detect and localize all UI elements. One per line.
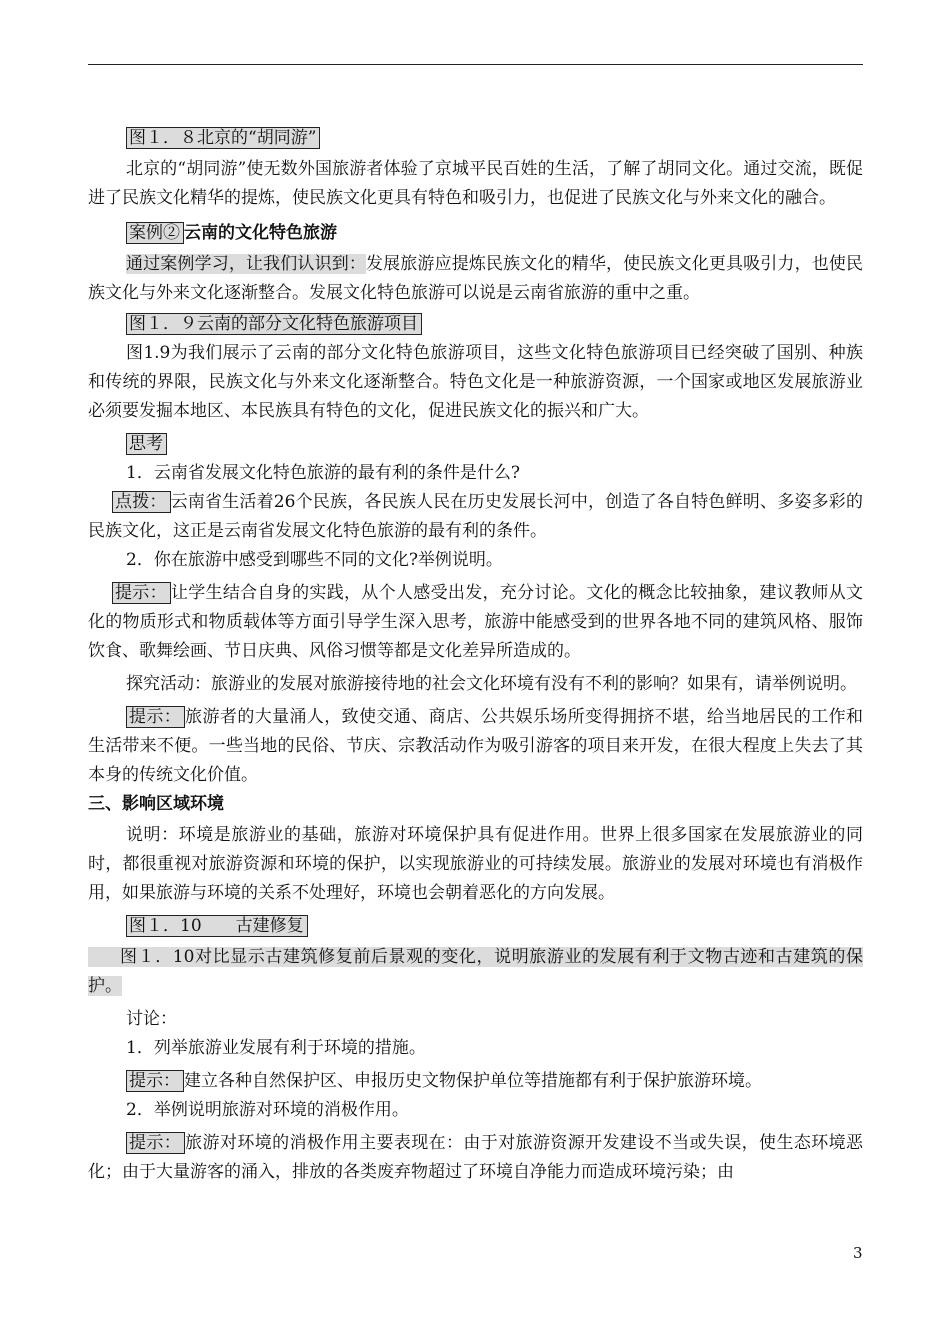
- think-question-1: 1．云南省发展文化特色旅游的最有利的条件是什么?: [126, 463, 520, 483]
- hint-text: 旅游对环境的消极作用主要表现在：由于对旅游资源开发建设不当或失误，使生态环境恶化；由于大量游客的涌入，排放的各类废弃物超过了环境自净能力而造成环境污染；由: [88, 1133, 863, 1182]
- think-answer-1: [88, 488, 863, 546]
- hint-label: 提示：: [126, 706, 185, 728]
- hint-label: 提示：: [126, 1132, 185, 1154]
- think-answer-2: [88, 579, 863, 666]
- paragraph-restoration: [88, 943, 863, 1001]
- case-title: 云南的文化特色旅游: [184, 223, 337, 243]
- explore-answer: [88, 703, 863, 790]
- section-3-heading: 三、影响区域环境: [88, 794, 224, 814]
- paragraph-case-lesson: [88, 250, 863, 308]
- discuss-question-1: 1．列举旅游业发展有利于环境的措施。: [126, 1038, 426, 1058]
- paragraph-yunnan-projects: 图1.9为我们展示了云南的部分文化特色旅游项目，这些文化特色旅游项目已经突破了国别、种族和传统的界限，民族文化与外来文化逐渐整合。特色文化是一种旅游资源，一个国家或地区发展旅游业必须要发掘本地区、本民族具有特色的文化，促进民族文化的振兴和广大。: [88, 343, 863, 421]
- case-2-heading: [88, 219, 863, 248]
- discuss-answer-2: [88, 1129, 863, 1187]
- paragraph-environment: 说明：环境是旅游业的基础，旅游对环境保护具有促进作用。世界上很多国家在发展旅游业的同时，都很重视对旅游资源和环境的保护，以实现旅游业的可持续发展。旅游业的发展对环境也有消极作用，如果旅游与环境的关系不处理好，环境也会朝着恶化的方向发展。: [88, 825, 863, 903]
- figure-label: 图１．９云南的部分文化特色旅游项目: [126, 313, 422, 335]
- hint-label: 提示：: [112, 582, 171, 604]
- paragraph-hutong: 北京的“胡同游”使无数外国旅游者体验了京城平民百姓的生活，了解了胡同文化。通过交流，既促进了民族文化精华的提炼，使民族文化更具有特色和吸引力，也促进了民族文化与外来文化的融合。: [88, 159, 863, 208]
- restoration-text: 图１．10对比显示古建筑修复前后景观的变化，说明旅游业的发展有利于文物古迹和古建筑的保护。: [88, 947, 863, 996]
- figure-caption-1-8: [88, 124, 863, 153]
- think-label: 思考: [126, 433, 167, 455]
- figure-label: 图１．10 古建修复: [126, 915, 308, 937]
- discuss-question-2: 2．举例说明旅游对环境的消极作用。: [126, 1100, 409, 1120]
- page-body: [88, 124, 863, 1187]
- hint-text: 旅游者的大量涌人，致使交通、商店、公共娱乐场所变得拥挤不堪，给当地居民的工作和生活带来不便。一些当地的民俗、节庆、宗教活动作为吸引游客的项目来开发，在很大程度上失去了其本身的传统文化价值。: [88, 707, 863, 785]
- hint-label: 点拨：: [112, 491, 171, 513]
- think-heading: [88, 430, 863, 459]
- header-rule: [88, 64, 863, 65]
- case-label: 案例②: [126, 222, 184, 244]
- discuss-answer-1: [88, 1067, 863, 1096]
- discuss-heading: 讨论：: [126, 1009, 177, 1029]
- figure-caption-1-9: [88, 310, 863, 339]
- explore-activity: 探究活动：旅游业的发展对旅游接待地的社会文化环境有没有不利的影响？如果有，请举例说明。: [126, 674, 857, 694]
- case-text: 发展旅游应提炼民族文化的精华，使民族文化更具吸引力，也使民族文化与外来文化逐渐整合。发展文化特色旅游可以说是云南省旅游的重中之重。: [88, 254, 863, 303]
- figure-label: 图１．８北京的“胡同游”: [126, 127, 320, 149]
- figure-caption-1-10: [88, 912, 863, 941]
- hint-text: 云南省生活着26个民族，各民族人民在历史发展长河中，创造了各自特色鲜明、多姿多彩的民族文化，这正是云南省发展文化特色旅游的最有利的条件。: [88, 492, 864, 541]
- hint-label: 提示：: [126, 1070, 184, 1092]
- hint-text: 建立各种自然保护区、申报历史文物保护单位等措施都有利于保护旅游环境。: [184, 1071, 762, 1091]
- page-number: 3: [853, 1244, 863, 1262]
- think-question-2: 2．你在旅游中感受到哪些不同的文化?举例说明。: [126, 550, 503, 570]
- hint-text: 让学生结合自身的实践，从个人感受出发，充分讨论。文化的概念比较抽象，建议教师从文化的物质形式和物质载体等方面引导学生深入思考，旅游中能感受到的世界各地不同的建筑风格、服饰饮食、歌舞绘画、节日庆典、风俗习惯等都是文化差异所造成的。: [88, 583, 864, 661]
- case-lead: 通过案例学习，让我们认识到：: [126, 254, 366, 274]
